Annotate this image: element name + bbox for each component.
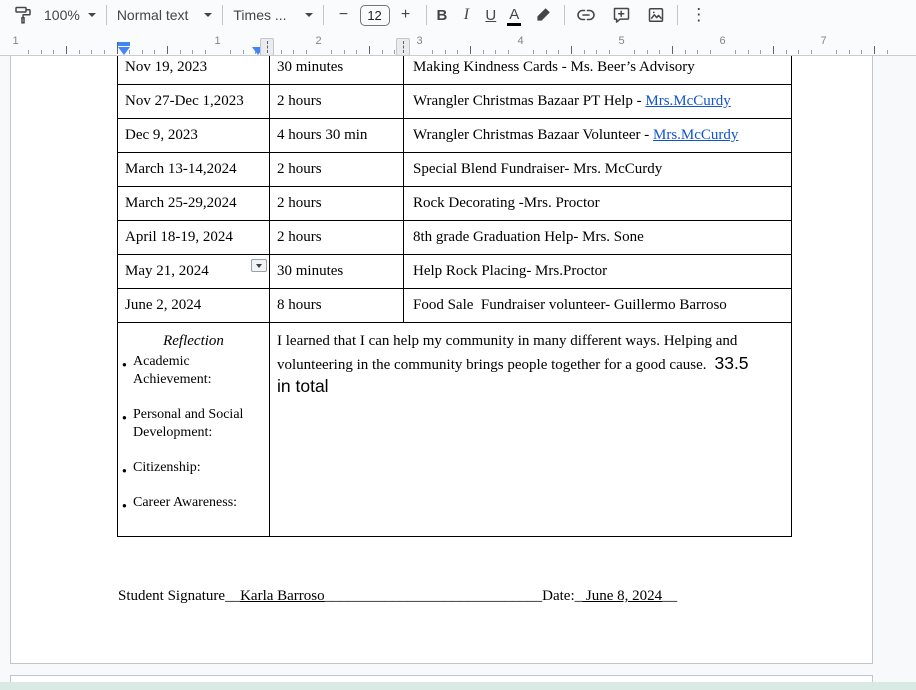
ruler-tick xyxy=(849,50,850,54)
date-text: Nov 19, 2023 xyxy=(125,59,208,75)
signature-label: Student Signature xyxy=(118,588,226,604)
ruler-number: 7 xyxy=(820,35,827,47)
date-value: June 8, 2024 xyxy=(582,588,663,604)
bottom-mint-strip xyxy=(0,682,916,690)
date-text: March 13-14,2024 xyxy=(125,161,237,177)
ruler-tick xyxy=(533,50,534,54)
ruler-tick xyxy=(457,50,458,54)
ruler-tick xyxy=(205,50,206,54)
table-row xyxy=(118,119,792,153)
activity-cell[interactable] xyxy=(404,221,792,255)
ruler-tick xyxy=(41,50,42,54)
ruler-tick xyxy=(861,50,862,54)
date-cell[interactable] xyxy=(118,187,270,221)
font-family-value: Times ... xyxy=(233,7,287,23)
ruler-tick xyxy=(154,50,155,54)
activity-text: 8th grade Graduation Help- Mrs. Sone xyxy=(413,229,644,245)
date-cell[interactable] xyxy=(118,153,270,187)
ruler-tick xyxy=(432,50,433,54)
activity-cell[interactable] xyxy=(404,255,792,289)
ruler-tick xyxy=(53,50,54,54)
ruler-tick xyxy=(344,50,345,54)
date-text: Nov 27-Dec 1,2023 xyxy=(125,93,244,109)
ruler-tick xyxy=(773,46,774,54)
activity-text: Help Rock Placing- Mrs.Proctor xyxy=(413,263,608,279)
ruler-tick xyxy=(748,50,749,54)
duration-text: 30 minutes xyxy=(277,263,344,279)
ruler-tick xyxy=(836,50,837,54)
ruler-tick xyxy=(382,50,383,54)
reflection-bullet: ● Personal and Social Development: xyxy=(122,406,265,442)
date-cell[interactable] xyxy=(118,255,270,289)
toolbar-divider xyxy=(323,5,324,25)
activity-text: Rock Decorating -Mrs. Proctor xyxy=(413,195,600,211)
ruler-tick xyxy=(470,46,471,54)
ruler-tick xyxy=(634,50,635,54)
date-text: June 2, 2024 xyxy=(125,297,202,313)
reflection-text: I learned that I can help my community in many different ways. Helping and volunteering in the community brings people together for a good cause. xyxy=(277,333,738,373)
ruler-tick xyxy=(167,46,168,54)
duration-text: 2 hours xyxy=(277,161,322,177)
underline-button[interactable]: U xyxy=(485,6,497,24)
zoom-select[interactable] xyxy=(44,3,96,27)
ruler-tick xyxy=(697,50,698,54)
ruler-tick xyxy=(672,46,673,54)
date-text: May 21, 2024 xyxy=(125,263,209,279)
paragraph-style-select[interactable] xyxy=(117,3,213,27)
activity-text: Making Kindness Cards - Ms. Beer’s Advisory xyxy=(413,59,695,75)
first-line-indent-marker[interactable] xyxy=(118,42,130,55)
ruler-tick xyxy=(180,50,181,54)
ruler-tick xyxy=(887,50,888,54)
duration-text: 4 hours 30 min xyxy=(277,127,368,143)
duration-cell[interactable] xyxy=(270,255,404,289)
ruler-tick xyxy=(483,50,484,54)
date-underscores: _ xyxy=(574,588,583,604)
ruler-tick xyxy=(546,50,547,54)
duration-text: 2 hours xyxy=(277,229,322,245)
more-options-button[interactable]: ⋮ xyxy=(690,5,708,24)
date-cell[interactable] xyxy=(118,289,270,323)
activity-link[interactable]: Mrs.McCurdy xyxy=(653,127,739,143)
ruler-tick xyxy=(445,50,446,54)
ruler-tick xyxy=(91,50,92,54)
duration-text: 2 hours xyxy=(277,93,322,109)
page-1[interactable] xyxy=(10,56,873,664)
table-row xyxy=(118,221,792,255)
toolbar-divider xyxy=(426,5,427,25)
ruler-tick xyxy=(192,50,193,54)
date-cell[interactable] xyxy=(118,119,270,153)
activity-cell[interactable] xyxy=(404,289,792,323)
reflection-bullet: ● Citizenship: xyxy=(122,459,265,477)
table-row xyxy=(118,85,792,119)
reflection-bullet: ● Academic Achievement: xyxy=(122,353,265,389)
ruler-tick xyxy=(584,50,585,54)
ruler-tick xyxy=(306,50,307,54)
ruler-tick xyxy=(760,50,761,54)
current-color-bar xyxy=(507,23,521,26)
cell-dropdown-chip[interactable] xyxy=(251,259,267,272)
table-column-marker[interactable] xyxy=(396,38,410,56)
duration-cell[interactable] xyxy=(270,85,404,119)
italic-button[interactable]: I xyxy=(463,6,470,23)
ruler-tick xyxy=(369,46,370,54)
toolbar-divider xyxy=(222,5,223,25)
table-row xyxy=(118,289,792,323)
ruler-tick xyxy=(66,46,67,54)
ruler-tick xyxy=(798,50,799,54)
ruler-number: 1 xyxy=(214,35,221,47)
toolbar-divider xyxy=(106,5,107,25)
ruler-number: 3 xyxy=(416,35,423,47)
ruler-tick xyxy=(293,50,294,54)
reflection-title: Reflection xyxy=(163,333,224,349)
chevron-down-icon xyxy=(305,13,313,17)
activity-cell[interactable] xyxy=(404,153,792,187)
ruler-tick xyxy=(647,50,648,54)
activity-text: Special Blend Fundraiser- Mrs. McCurdy xyxy=(413,161,663,177)
ruler-tick xyxy=(508,50,509,54)
ruler-tick xyxy=(230,50,231,54)
text-color-letter: A xyxy=(509,6,520,23)
font-family-select[interactable] xyxy=(233,3,312,27)
increase-font-size-button[interactable]: + xyxy=(400,6,411,23)
text-color-button[interactable] xyxy=(509,8,519,22)
ruler-tick xyxy=(243,50,244,54)
column-marker-dash xyxy=(267,41,268,53)
ruler-number: 6 xyxy=(719,35,726,47)
ruler-tick xyxy=(596,50,597,54)
reflection-bullet: ● Career Awareness: xyxy=(122,494,265,512)
signature-line[interactable] xyxy=(118,588,677,605)
paint-format-icon[interactable] xyxy=(12,4,34,26)
ruler-tick xyxy=(811,50,812,54)
date-label: Date: xyxy=(542,588,575,604)
duration-text: 30 minutes xyxy=(277,59,344,75)
date-cell[interactable] xyxy=(118,221,270,255)
date-text: Dec 9, 2023 xyxy=(125,127,198,143)
duration-cell[interactable] xyxy=(270,221,404,255)
chevron-down-icon xyxy=(88,13,96,17)
insert-image-icon[interactable] xyxy=(645,4,667,26)
ruler-number: 1 xyxy=(12,35,19,47)
date-text: April 18-19, 2024 xyxy=(125,229,233,245)
duration-cell[interactable] xyxy=(270,289,404,323)
table-row xyxy=(118,187,792,221)
duration-cell[interactable] xyxy=(270,187,404,221)
ruler-tick xyxy=(28,50,29,54)
add-comment-icon[interactable] xyxy=(610,4,632,26)
student-signature-value: Karla Barroso xyxy=(240,588,325,604)
activity-text: Wrangler Christmas Bazaar PT Help - xyxy=(413,93,646,109)
ruler-tick xyxy=(104,50,105,54)
reflection-prompt-cell[interactable] xyxy=(118,323,270,537)
ruler-tick xyxy=(735,50,736,54)
toolbar-divider xyxy=(677,5,678,25)
activity-text: Food Sale Fundraiser volunteer- Guillermo Barroso xyxy=(413,297,727,313)
column-marker-dash xyxy=(403,41,404,53)
activity-link[interactable]: Mrs.McCurdy xyxy=(645,93,731,109)
ruler-tick xyxy=(786,50,787,54)
toolbar xyxy=(0,0,916,30)
ruler-tick xyxy=(558,50,559,54)
ruler-tick xyxy=(79,50,80,54)
link-icon[interactable] xyxy=(575,4,597,26)
ruler-tick xyxy=(571,46,572,54)
table-column-marker[interactable] xyxy=(260,38,274,56)
document-canvas xyxy=(0,56,916,690)
left-indent-triangle xyxy=(118,47,130,55)
ruler-number: 5 xyxy=(618,35,625,47)
signature-underscores: __ xyxy=(225,588,241,604)
activity-cell[interactable] xyxy=(404,119,792,153)
first-line-indent-bar xyxy=(118,42,130,46)
ruler-tick xyxy=(281,50,282,54)
bold-button[interactable]: B xyxy=(436,6,448,24)
duration-cell[interactable] xyxy=(270,153,404,187)
activity-text: Wrangler Christmas Bazaar Volunteer - xyxy=(413,127,654,143)
ruler-tick xyxy=(874,46,875,54)
ruler-number: 2 xyxy=(315,35,322,47)
paragraph-style-value: Normal text xyxy=(116,7,189,23)
ruler-tick xyxy=(685,50,686,54)
total-hours-note: 33.5 in total xyxy=(277,352,749,396)
ruler[interactable] xyxy=(0,30,916,56)
ruler-tick xyxy=(142,50,143,54)
reflection-row xyxy=(118,323,792,537)
zoom-value: 100% xyxy=(44,7,80,23)
date-underscores: __ xyxy=(662,588,678,604)
ruler-tick xyxy=(331,50,332,54)
ruler-tick xyxy=(659,50,660,54)
date-text: March 25-29,2024 xyxy=(125,195,237,211)
chevron-down-icon xyxy=(204,13,212,17)
duration-text: 2 hours xyxy=(277,195,322,211)
date-cell[interactable] xyxy=(118,85,270,119)
highlight-color-icon[interactable] xyxy=(532,4,554,26)
table-row xyxy=(118,153,792,187)
volunteer-log-table xyxy=(117,50,792,537)
reflection-answer-cell[interactable] xyxy=(270,323,792,537)
duration-cell[interactable] xyxy=(270,119,404,153)
activity-cell[interactable] xyxy=(404,85,792,119)
ruler-tick xyxy=(356,50,357,54)
reflection-bullet-list xyxy=(118,353,269,512)
ruler-tick xyxy=(609,50,610,54)
table-row xyxy=(118,255,792,289)
ruler-tick xyxy=(495,50,496,54)
chevron-down-icon xyxy=(256,264,262,268)
toolbar-divider xyxy=(564,5,565,25)
decrease-font-size-button[interactable]: − xyxy=(338,6,349,23)
ruler-number: 4 xyxy=(517,35,524,47)
duration-text: 8 hours xyxy=(277,297,322,313)
activity-cell[interactable] xyxy=(404,187,792,221)
ruler-tick xyxy=(710,50,711,54)
font-size-input[interactable]: 12 xyxy=(360,5,390,26)
signature-underscores: _____________________________ xyxy=(324,588,543,604)
